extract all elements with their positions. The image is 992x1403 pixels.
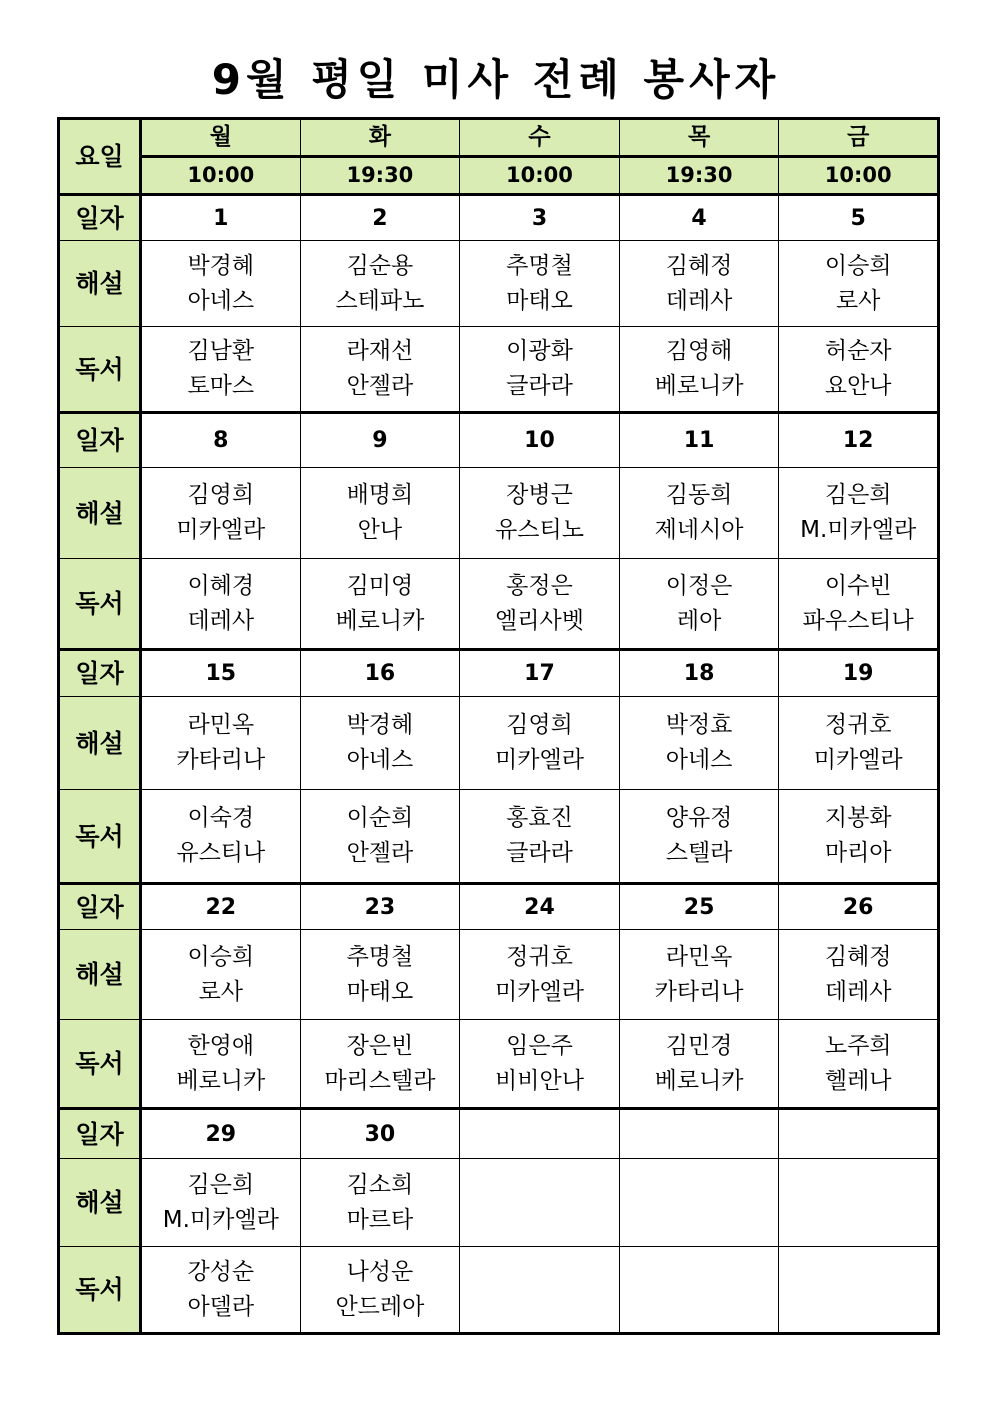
date-cell: 19 [779,650,939,697]
commentary-row [59,468,939,559]
date-row [59,1109,939,1159]
commentary-label: 해설 [59,1159,141,1247]
commentary-cell [619,1159,779,1247]
commentary-cell [779,241,939,327]
reading-cell [619,1247,779,1334]
reading-cell [460,1020,620,1109]
baptismal-name: 글라라 [506,840,573,866]
volunteer-name: 김영희 [506,712,573,738]
reading-cell [779,1020,939,1109]
mass-time-thu: 19:30 [619,157,779,195]
volunteer-name: 김순용 [346,252,414,279]
baptismal-name: 베로니카 [335,607,425,634]
baptismal-name: 안나 [357,517,403,543]
volunteer-name: 정귀호 [824,712,892,738]
volunteer-name: 강성순 [187,1258,255,1285]
weekday-fri: 금 [779,119,939,157]
volunteer-name: 임은주 [506,1032,573,1059]
commentary-row [59,697,939,790]
commentary-cell [300,1159,460,1247]
reading-cell [460,1247,620,1334]
date-cell: 23 [300,884,460,930]
volunteer-name: 이승희 [187,943,255,970]
commentary-row [59,241,939,327]
baptismal-name: 아델라 [187,1293,255,1320]
reading-label: 독서 [59,327,141,413]
baptismal-name: 아네스 [346,747,414,773]
date-row [59,650,939,697]
reading-row [59,327,939,413]
baptismal-name: M.미카엘라 [162,1206,279,1233]
volunteer-name: 김혜정 [665,252,733,279]
reading-row [59,1020,939,1109]
reading-row [59,1247,939,1334]
baptismal-name: 데레사 [665,287,733,314]
baptismal-name: 미카엘라 [495,978,584,1005]
date-cell: 29 [141,1109,301,1159]
date-cell: 1 [141,195,301,241]
volunteer-name: 김은희 [824,482,892,508]
mass-time-row [59,157,939,195]
commentary-cell [300,241,460,327]
page-title: 9월 평일 미사 전례 봉사자 [211,55,781,104]
weekday-tue: 화 [300,119,460,157]
commentary-cell [300,930,460,1020]
reading-cell [779,1247,939,1334]
reading-cell [141,559,301,650]
mass-time-wed: 10:00 [460,157,620,195]
baptismal-name: 엘리사벳 [495,607,584,634]
baptismal-name: 마태오 [506,287,573,314]
volunteer-name: 라민옥 [665,943,733,970]
volunteer-name: 김동희 [665,482,733,508]
baptismal-name: 유스티노 [495,517,584,543]
baptismal-name: 로사 [198,978,244,1005]
volunteer-name: 이혜경 [187,572,255,599]
date-row [59,884,939,930]
baptismal-name: 로사 [835,287,881,314]
schedule-body [59,119,939,1334]
reading-row [59,790,939,884]
volunteer-name: 나성운 [346,1258,414,1285]
reading-row [59,559,939,650]
baptismal-name: 카타리나 [176,747,266,773]
baptismal-name: 마르타 [346,1206,414,1233]
reading-cell [779,559,939,650]
baptismal-name: 헬레나 [824,1067,892,1094]
reading-label: 독서 [59,559,141,650]
volunteer-name: 장병근 [506,482,573,508]
commentary-cell [619,930,779,1020]
volunteer-name: 노주희 [824,1032,892,1059]
volunteer-name: 이승희 [824,252,892,279]
volunteer-name: 정귀호 [506,943,573,970]
volunteer-name: 장은빈 [346,1032,414,1059]
weekday-row [59,119,939,157]
volunteer-name: 양유정 [665,805,733,831]
date-cell: 22 [141,884,301,930]
reading-cell [460,327,620,413]
baptismal-name: 베로니카 [176,1067,266,1094]
date-row [59,195,939,241]
volunteer-name: 라재선 [346,338,414,364]
baptismal-name: M.미카엘라 [800,517,917,543]
baptismal-name: 아네스 [187,287,255,314]
volunteer-name: 김혜정 [824,943,892,970]
volunteer-name: 홍정은 [506,572,573,599]
volunteer-name: 이정은 [665,572,733,599]
date-cell: 5 [779,195,939,241]
weekday-mon: 월 [141,119,301,157]
reading-cell [619,790,779,884]
baptismal-name: 베로니카 [654,1067,744,1094]
date-cell: 18 [619,650,779,697]
baptismal-name: 마리스텔라 [324,1067,436,1094]
reading-cell [460,790,620,884]
volunteer-name: 추명철 [506,252,573,279]
commentary-label: 해설 [59,697,141,790]
baptismal-name: 유스티나 [176,840,266,866]
date-cell: 25 [619,884,779,930]
date-label: 일자 [59,884,141,930]
volunteer-name: 라민옥 [187,712,255,738]
date-cell: 16 [300,650,460,697]
commentary-cell [300,697,460,790]
baptismal-name: 미카엘라 [813,747,903,773]
reading-cell [619,1020,779,1109]
date-cell [460,1109,620,1159]
commentary-cell [619,697,779,790]
reading-cell [779,327,939,413]
commentary-cell [460,1159,620,1247]
baptismal-name: 비비안나 [495,1067,584,1094]
commentary-cell [619,241,779,327]
baptismal-name: 제네시아 [654,517,744,543]
commentary-cell [779,930,939,1020]
baptismal-name: 마태오 [346,978,414,1005]
volunteer-name: 한영애 [187,1032,255,1059]
volunteer-name: 김남환 [187,338,255,364]
date-cell: 4 [619,195,779,241]
weekday-thu: 목 [619,119,779,157]
mass-time-mon: 10:00 [141,157,301,195]
date-cell: 17 [460,650,620,697]
volunteer-name: 추명철 [346,943,414,970]
commentary-cell [460,697,620,790]
commentary-cell [141,1159,301,1247]
baptismal-name: 마리아 [824,840,892,866]
volunteer-schedule-table [57,117,940,1335]
commentary-cell [460,930,620,1020]
date-cell: 8 [141,413,301,468]
reading-cell [300,327,460,413]
date-cell: 24 [460,884,620,930]
commentary-label: 해설 [59,468,141,559]
baptismal-name: 데레사 [187,607,255,634]
volunteer-name: 김소희 [346,1171,414,1198]
volunteer-name: 김민경 [665,1032,733,1059]
date-cell: 12 [779,413,939,468]
baptismal-name: 안드레아 [335,1293,425,1320]
date-cell: 9 [300,413,460,468]
commentary-label: 해설 [59,241,141,327]
baptismal-name: 베로니카 [654,373,744,399]
baptismal-name: 아네스 [665,747,733,773]
date-label: 일자 [59,413,141,468]
mass-time-fri: 10:00 [779,157,939,195]
volunteer-name: 이숙경 [187,805,255,831]
baptismal-name: 카타리나 [654,978,744,1005]
commentary-cell [460,468,620,559]
volunteer-name: 배명희 [346,482,414,508]
volunteer-name: 박경혜 [346,712,414,738]
reading-cell [300,1020,460,1109]
reading-cell [300,1247,460,1334]
reading-cell [619,327,779,413]
date-label: 일자 [59,1109,141,1159]
date-cell: 2 [300,195,460,241]
volunteer-name: 지봉화 [824,805,892,831]
date-row [59,413,939,468]
date-cell [619,1109,779,1159]
baptismal-name: 안젤라 [346,840,414,866]
volunteer-name: 박경혜 [187,252,255,279]
reading-label: 독서 [59,790,141,884]
date-label: 일자 [59,195,141,241]
date-cell: 3 [460,195,620,241]
reading-cell [300,790,460,884]
reading-cell [141,327,301,413]
date-cell: 30 [300,1109,460,1159]
reading-cell [619,559,779,650]
commentary-cell [141,468,301,559]
date-cell: 26 [779,884,939,930]
volunteer-name: 이광화 [506,338,573,364]
baptismal-name: 글라라 [506,373,573,399]
date-cell: 11 [619,413,779,468]
volunteer-name: 김미영 [346,572,414,599]
baptismal-name: 안젤라 [346,373,414,399]
reading-label: 독서 [59,1020,141,1109]
baptismal-name: 요안나 [824,373,892,399]
commentary-cell [779,697,939,790]
baptismal-name: 미카엘라 [495,747,584,773]
reading-cell [141,790,301,884]
reading-cell [141,1020,301,1109]
baptismal-name: 데레사 [824,978,892,1005]
commentary-cell [141,697,301,790]
weekday-wed: 수 [460,119,620,157]
date-label: 일자 [59,650,141,697]
baptismal-name: 스텔라 [665,840,733,866]
volunteer-name: 이수빈 [824,572,892,599]
date-cell: 10 [460,413,620,468]
mass-time-tue: 19:30 [300,157,460,195]
volunteer-name: 박정효 [665,712,733,738]
volunteer-name: 홍효진 [506,805,573,831]
volunteer-name: 이순희 [346,805,414,831]
baptismal-name: 미카엘라 [176,517,266,543]
baptismal-name: 스테파노 [335,287,425,314]
commentary-cell [300,468,460,559]
baptismal-name: 파우스티나 [802,607,914,634]
volunteer-name: 김은희 [187,1171,255,1198]
commentary-cell [779,1159,939,1247]
baptismal-name: 토마스 [187,373,255,399]
volunteer-name: 김영해 [665,338,733,364]
reading-cell [460,559,620,650]
reading-cell [300,559,460,650]
reading-cell [779,790,939,884]
commentary-cell [779,468,939,559]
commentary-row [59,930,939,1020]
baptismal-name: 레아 [676,607,722,634]
volunteer-name: 허순자 [824,338,892,364]
volunteer-name: 김영희 [187,482,255,508]
commentary-cell [460,241,620,327]
date-cell [779,1109,939,1159]
reading-cell [141,1247,301,1334]
reading-label: 독서 [59,1247,141,1334]
date-cell: 15 [141,650,301,697]
commentary-cell [141,930,301,1020]
commentary-row [59,1159,939,1247]
weekday-label: 요일 [59,119,141,195]
commentary-cell [619,468,779,559]
commentary-label: 해설 [59,930,141,1020]
commentary-cell [141,241,301,327]
